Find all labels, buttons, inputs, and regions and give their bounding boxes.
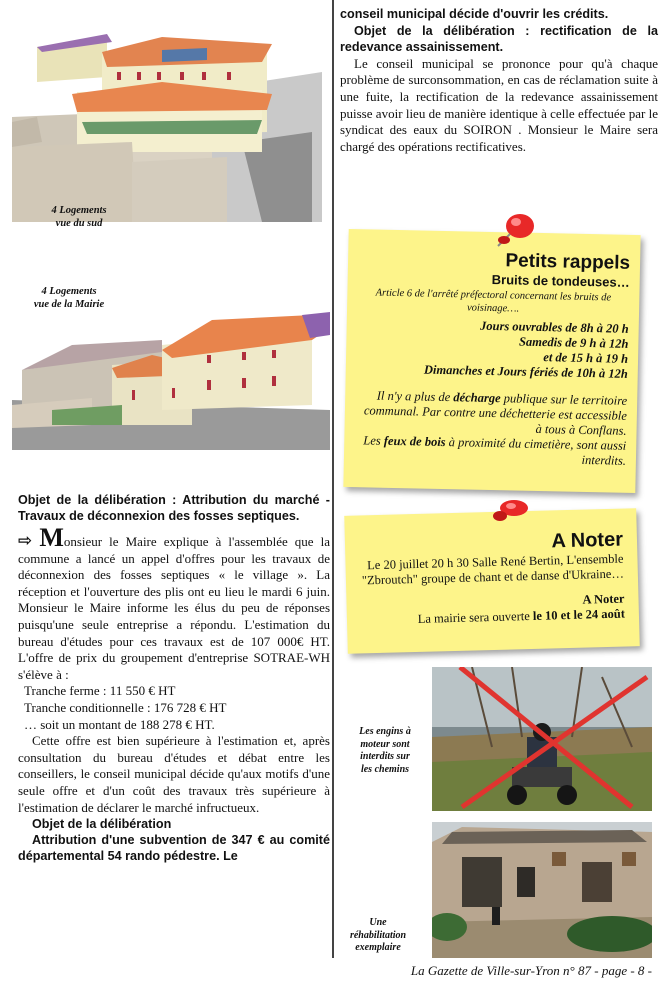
tranche-ferme: Tranche ferme : 11 550 € HT xyxy=(24,683,176,699)
right-continuation: conseil municipal décide d'ouvrir les crédits. xyxy=(340,7,609,21)
right-title: Objet de la délibération : rectification de la redevance assainissement. xyxy=(340,23,658,55)
caption-south: 4 Logements vue du sud xyxy=(51,205,107,229)
note2-subtitle: A Noter xyxy=(582,591,625,607)
right-para: Le conseil municipal se prononce pour qu'à chaque problème de surconsommation, en cas de réclamation suite à une fuite, la rectification de la redevance assainissement puisse avoir lieu de manière identique à celle effectuée par le syndicat des eaux du SOIRON . Monsieur le Maire sera chargé des opérations rectificatives. xyxy=(340,55,658,154)
caption-rehab: Une réhabilitation exemplaire xyxy=(349,917,407,953)
hours-sunday: Dimanches et Jours fériés de 10h à 12h xyxy=(423,362,628,381)
caption-mairie: 4 Logements vue de la Mairie xyxy=(33,286,105,310)
hours-saturday-pm: et de 15 h à 19 h xyxy=(543,350,629,366)
note2-text: Le 20 juillet 20 h 30 Salle René Bertin, L'ensemble "Zbroutch" groupe de chant et de danse d'Ukraine… xyxy=(361,551,625,588)
arrow-icon: ⇨ xyxy=(18,531,33,551)
rehabilitation-photo xyxy=(432,822,652,958)
left-article xyxy=(18,492,330,864)
note-subtitle: Bruits de tondeuses… xyxy=(491,271,630,290)
column-divider xyxy=(332,0,334,958)
housing-south-render xyxy=(12,22,322,222)
caption-engins: Les engins à moteur sont interdits sur les chemins xyxy=(359,726,411,775)
housing-mairie-render xyxy=(12,310,330,450)
hours-weekdays: Jours ouvrables de 8h à 20 h xyxy=(479,318,629,336)
tranche-conditionnelle: Tranche conditionnelle : 176 728 € HT xyxy=(24,699,227,715)
page-footer: La Gazette de Ville-sur-Yron n° 87 - page - 8 - xyxy=(410,963,652,978)
para-1: onsieur le Maire explique à l'assemblée que la commune a lancé un appel d'offres pour les travaux de déconnexion des fosses septiques « le village ». La réception et l'ouverture des plis ont eu lieu le mardi 6 juin. Monsieur le Maire informe les élus du peu de réponses puisqu'une seule entreprise a répondu. L'estimation du bureau d'études pour ces travaux est de 107 000€ HT. L'offre de prix du groupement d'entreprise SOTRAE-WH s'élève à : xyxy=(18,534,330,682)
sticky-note-a-noter xyxy=(344,508,640,654)
note-title: Petits rappels xyxy=(505,250,631,274)
deliberation-title: Objet de la délibération : Attribution du marché - Travaux de déconnexion des fosses septiques. xyxy=(18,493,330,523)
para-2: Cette offre est bien supérieure à l'estimation et, après consultation du bureau d'études et débat entre les conseillers, le conseil municipal décide qu'aux motifs d'une seule offre et d'un coût des travaux très supérieure à l'estimation de déclarer le marché infructueux. xyxy=(18,733,330,815)
hours-saturday: Samedis de 9 h à 12h xyxy=(518,334,629,351)
atv-photo xyxy=(432,667,652,811)
note-decharge: Il n'y a plus de décharge publique sur le territoire communal. Par contre une déchetterie est accessible à tous à Conflans. xyxy=(363,388,628,438)
note-feux: Les feux de bois à proximité du cimetière, sont aussi interdits. xyxy=(363,433,627,468)
sticky-note-rappels xyxy=(343,229,640,493)
pushpin-icon-2 xyxy=(484,498,534,528)
note2-mairie: La mairie sera ouverte le 10 et le 24 août xyxy=(417,606,626,626)
note-article: Article 6 de l'arrêté préfectoral concernant les bruits de voisinage…. xyxy=(375,287,612,315)
para-3: Attribution d'une subvention de 347 € au comité départemental 54 rando pédestre. Le xyxy=(18,833,330,864)
right-article xyxy=(340,6,658,155)
pushpin-icon xyxy=(488,212,538,252)
montant-total: … soit un montant de 188 278 € HT. xyxy=(24,716,215,732)
dropcap: M xyxy=(39,523,64,552)
deliberation-title-2: Objet de la délibération xyxy=(32,817,172,832)
note2-title: A Noter xyxy=(551,528,624,553)
